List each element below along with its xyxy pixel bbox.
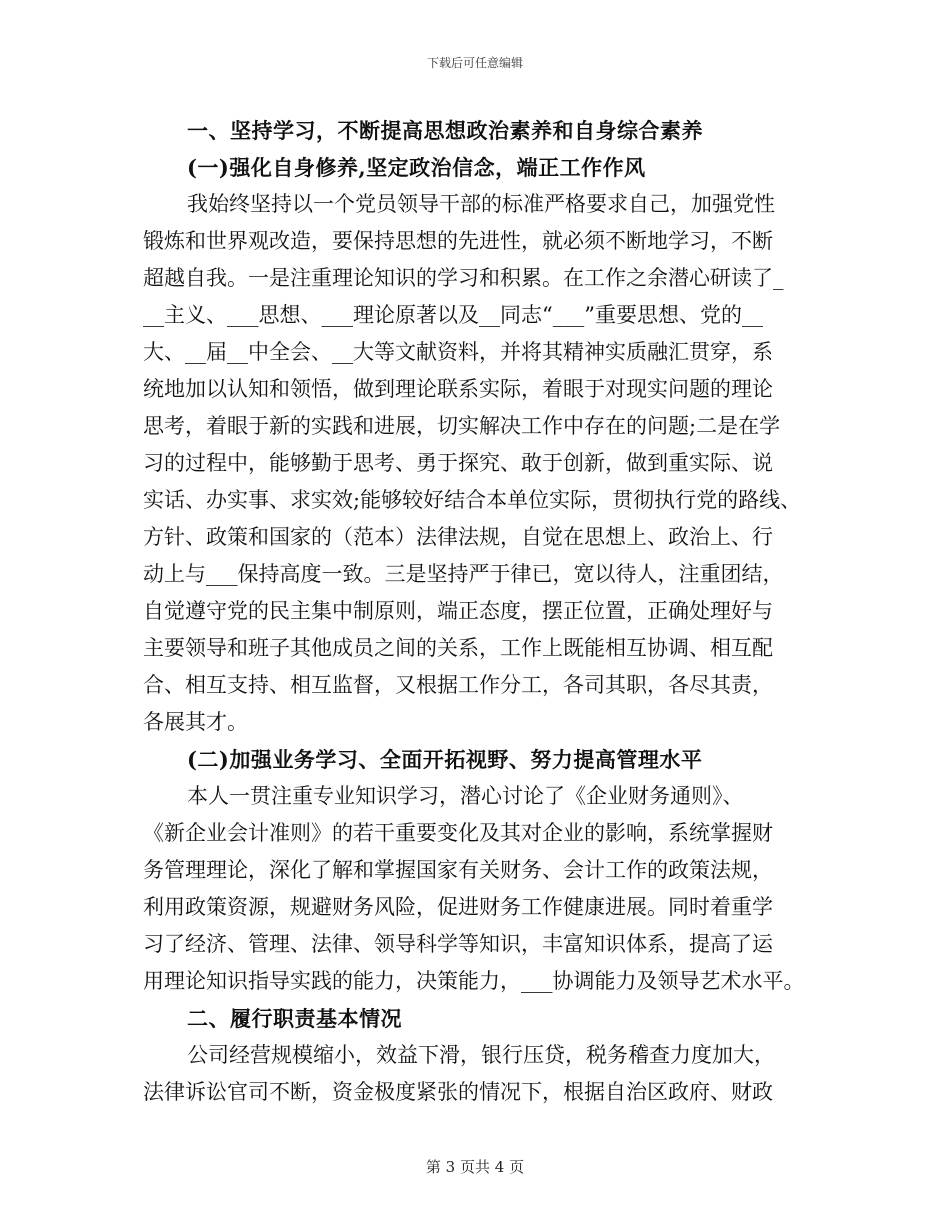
paragraph-line: 思考，着眼于新的实践和进展，切实解决工作中存在的问题;二是在学 (143, 414, 781, 438)
paragraph-line: 务管理理论，深化了解和掌握国家有关财务、会计工作的政策法规， (143, 858, 773, 882)
paragraph-line: 法律诉讼官司不断，资金极度紧张的情况下，根据自治区政府、财政 (143, 1080, 773, 1104)
page-footer: 第 3 页共 4 页 (425, 1158, 525, 1176)
paragraph-line: 用理论知识指导实践的能力，决策能力，___协调能力及领导艺术水平。 (143, 969, 805, 993)
paragraph-line: 习的过程中，能够勤于思考、勇于探究、敢于创新，做到重实际、说 (143, 451, 773, 475)
section-heading: 二、履行职责基本情况 (187, 1006, 402, 1031)
paragraph-line: 实话、办实事、求实效;能够较好结合本单位实际，贯彻执行党的路线、 (143, 488, 802, 512)
page-header: 下载后可任意编辑 (426, 56, 523, 70)
document-body (143, 112, 823, 1111)
paragraph-line: 动上与___保持高度一致。三是坚持严于律已，宽以待人，注重团结， (143, 562, 784, 586)
paragraph-line: 本人一贯注重专业知识学习，潜心讨论了《企业财务通则》、 (187, 784, 744, 808)
paragraph-line: 自觉遵守党的民主集中制原则，端正态度，摆正位置，正确处理好与 (143, 599, 773, 623)
section-heading: (二)加强业务学习、全面开拓视野、努力提高管理水平 (187, 747, 703, 772)
section-heading: (一)强化自身修养,坚定政治信念，端正工作作风 (187, 155, 646, 180)
paragraph-line: 利用政策资源，规避财务风险，促进财务工作健康进展。同时着重学 (143, 895, 773, 919)
paragraph-line: 合、相互支持、相互监督，又根据工作分工，各司其职，各尽其责， (143, 673, 773, 697)
section-heading: 一、坚持学习，不断提高思想政治素养和自身综合素养 (187, 118, 703, 143)
paragraph-line: __主义、___思想、___理论原著以及__同志“___”重要思想、党的__ (143, 303, 763, 327)
paragraph-line: 《新企业会计准则》的若干重要变化及其对企业的影响，系统掌握财 (143, 821, 773, 845)
paragraph-line: 统地加以认知和领悟，做到理论联系实际，着眼于对现实问题的理论 (143, 377, 773, 401)
paragraph-line: 各展其才。 (143, 710, 248, 734)
paragraph-line: 超越自我。一是注重理论知识的学习和积累。在工作之余潜心研读了_ (143, 266, 784, 290)
paragraph-line: 方针、政策和国家的（范本）法律法规，自觉在思想上、政治上、行 (143, 525, 773, 549)
paragraph-line: 我始终坚持以一个党员领导干部的标准严格要求自己，加强党性 (187, 192, 775, 216)
paragraph-line: 主要领导和班子其他成员之间的关系，工作上既能相互协调、相互配 (143, 636, 773, 660)
paragraph-line: 公司经营规模缩小，效益下滑，银行压贷，税务稽查力度加大， (187, 1043, 775, 1067)
paragraph-line: 习了经济、管理、法律、领导科学等知识，丰富知识体系，提高了运 (143, 932, 773, 956)
paragraph-line: 大、__届__中全会、__大等文献资料，并将其精神实质融汇贯穿，系 (143, 340, 773, 364)
paragraph-line: 锻炼和世界观改造，要保持思想的先进性，就必须不断地学习，不断 (143, 229, 773, 253)
